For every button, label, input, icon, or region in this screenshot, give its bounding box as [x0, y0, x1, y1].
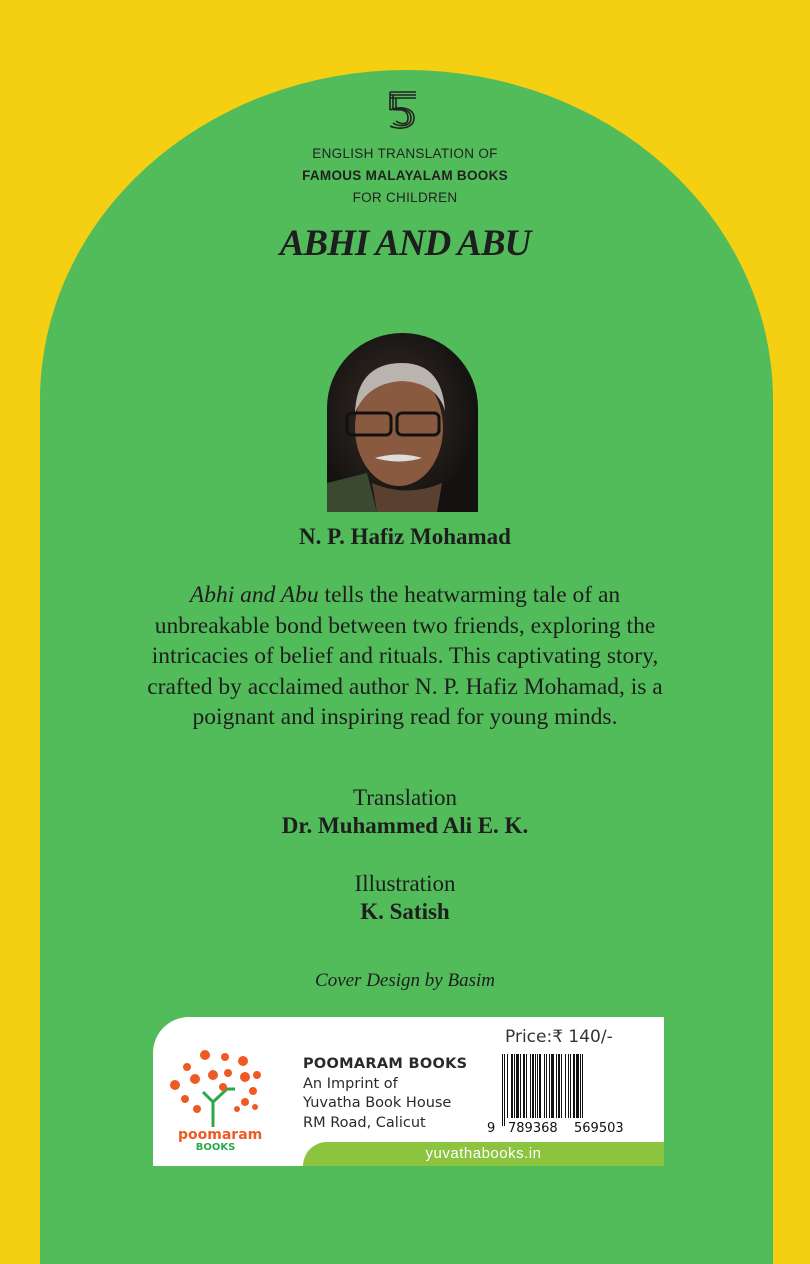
blurb-title: Abhi and Abu [189, 582, 319, 608]
blurb-text: tells the heatwarming tale of an unbreakable bond between two friends, exploring the intricacies of belief and rituals. This captivating story, crafted by acclaimed author N. P. Hafiz Mohamad, is a poignant and inspiring read for young minds. [147, 582, 663, 730]
publisher-panel [153, 1017, 664, 1166]
publisher-line-3: RM Road, Calicut [303, 1114, 426, 1131]
translator-name: Dr. Muhammed Ali E. K. [281, 813, 529, 838]
publisher-name: POOMARAM BOOKS [303, 1056, 468, 1072]
translation-label: Translation [353, 785, 457, 810]
publisher-line-2: Yuvatha Book House [303, 1095, 452, 1111]
illustration-label: Illustration [354, 871, 456, 896]
isbn-digits [487, 1121, 637, 1136]
isbn-group-2: 789368 [508, 1121, 558, 1136]
book-blurb [0, 580, 810, 733]
series-number-5-logo [386, 90, 418, 130]
series-line-3: FOR CHILDREN [352, 190, 458, 205]
series-heading [0, 143, 810, 209]
isbn-barcode [502, 1054, 634, 1126]
translation-credit [0, 784, 810, 840]
poomaram-tree-logo [165, 1047, 265, 1137]
price-label: Price:₹ 140/- [505, 1027, 613, 1047]
publisher-address [303, 1055, 467, 1133]
isbn-digit-1: 9 [487, 1121, 496, 1136]
website-link[interactable]: yuvathabooks.in [303, 1142, 664, 1166]
poomaram-wordmark [178, 1127, 263, 1153]
illustration-credit [0, 870, 810, 926]
series-line-1: ENGLISH TRANSLATION OF [312, 146, 498, 161]
author-photo [327, 333, 478, 512]
series-line-2: FAMOUS MALAYALAM BOOKS [302, 168, 508, 183]
logo-sub: BOOKS [195, 1142, 236, 1153]
illustrator-name: K. Satish [360, 899, 450, 924]
author-name: N. P. Hafiz Mohamad [299, 524, 511, 549]
barcode-bar [582, 1054, 583, 1118]
cover-design-credit: Cover Design by Basim [315, 970, 495, 991]
isbn-group-3: 569503 [574, 1121, 624, 1136]
book-title: ABHI AND ABU [279, 223, 531, 264]
publisher-line-1: An Imprint of [303, 1075, 398, 1092]
logo-name: poomaram [178, 1127, 263, 1143]
